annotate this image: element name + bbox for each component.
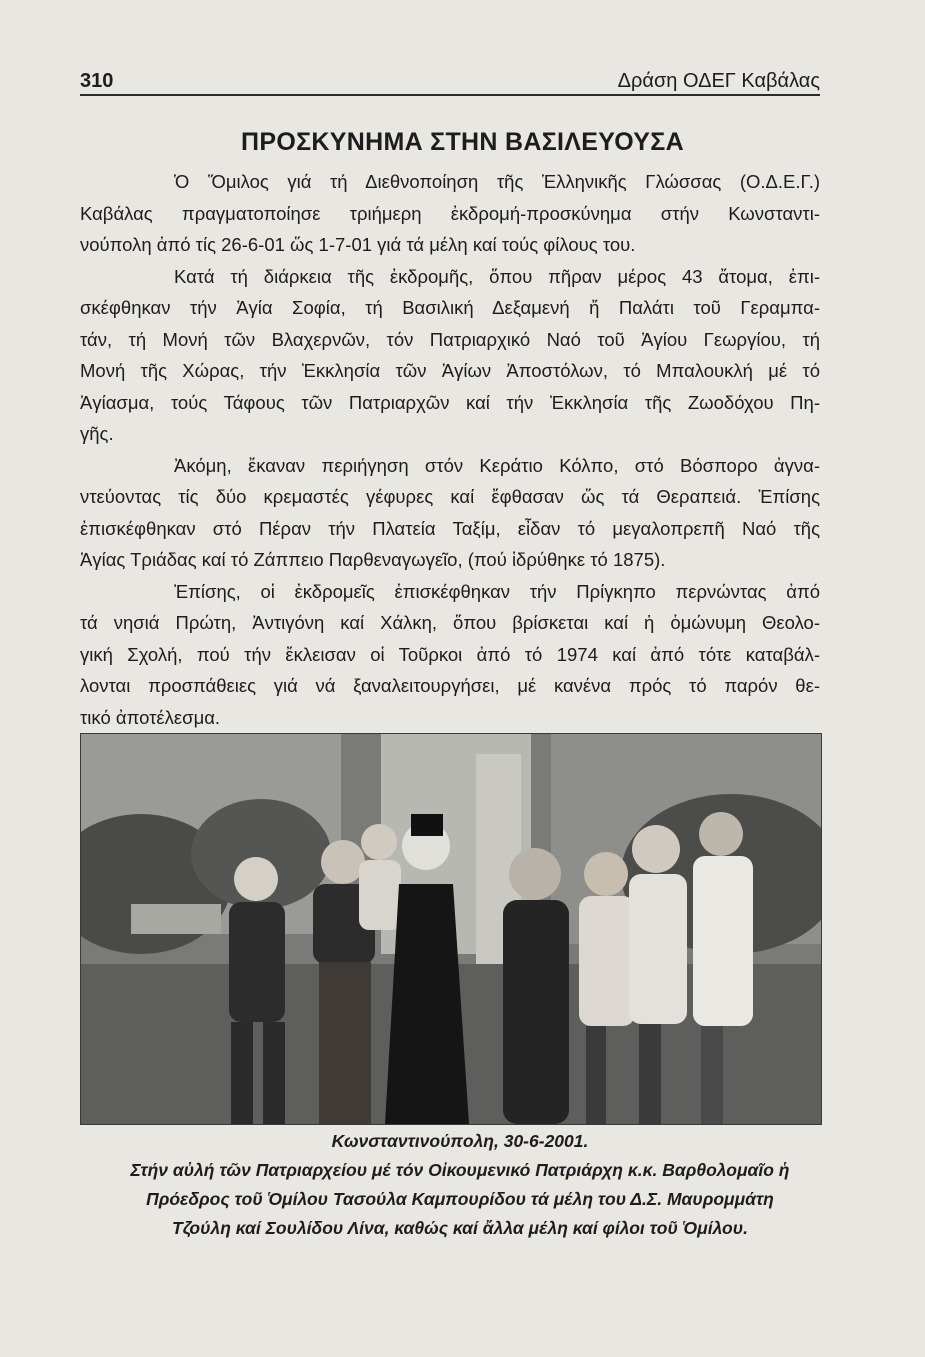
- body-line: Ὁ Ὅμιλος γιά τή Διεθνοποίηση τῆς Ἑλληνικῆς Γλώσσας (Ο.Δ.Ε.Γ.): [174, 171, 820, 192]
- body-line: νούπολη ἀπό τίς 26-6-01 ὥς 1-7-01 γιά τά μέλη καί τούς φίλους του.: [80, 234, 636, 255]
- caption-line: Κωνσταντινούπολη, 30-6-2001.: [331, 1131, 589, 1151]
- page-header: [80, 70, 820, 96]
- body-line: Ἐπίσης, οἱ ἐκδρομεῖς ἐπισκέφθηκαν τήν Πρίγκηπο περνώντας ἀπό: [174, 580, 820, 602]
- body-line: Ἁγίας Τριάδας καί τό Ζάππειο Παρθεναγωγεῖο, (πού ἱδρύθηκε τό 1875).: [80, 549, 666, 570]
- caption-line: Τζούλη καί Σουλίδου Λίνα, καθώς καί ἄλλα μέλη καί φίλοι τοῦ Ὁμίλου.: [172, 1218, 748, 1238]
- body-line: Ἁγίασμα, τούς Τάφους τῶν Πατριαρχῶν καί τήν Ἐκκλησία τῆς Ζωοδόχου Πη-: [80, 391, 820, 413]
- page-number: 310: [80, 70, 114, 92]
- body-line: Μονή τῆς Χώρας, τήν Ἐκκλησία τῶν Ἁγίων Ἀποστόλων, τό Μπαλουκλή μέ τό: [80, 360, 820, 381]
- body-line: ἐπισκέφθηκαν στό Πέραν τήν Πλατεία Ταξίμ, εἶδαν τό μεγαλοπρεπῆ Ναό τῆς: [80, 517, 820, 539]
- body-line: τά νησιά Πρώτη, Ἀντιγόνη καί Χάλκη, ὅπου βρίσκεται καί ἡ ὁμώνυμη Θεολο-: [80, 612, 820, 633]
- header-rule: [80, 94, 820, 96]
- body-line: τάν, τή Μονή τῶν Βλαχερνῶν, τόν Πατριαρχικό Ναό τοῦ Ἁγίου Γεωργίου, τή: [80, 328, 820, 350]
- group-photo-illustration: [81, 734, 821, 1124]
- body-line: Ἀκόμη, ἔκαναν περιήγηση στόν Κεράτιο Κόλπο, στό Βόσπορο ἀγνα-: [174, 454, 820, 476]
- photo-caption: [80, 1127, 840, 1243]
- body-line: λονται προσπάθειες γιά νά ξαναλειτουργήσει, μέ κανένα πρός τό παρόν θε-: [80, 675, 820, 696]
- group-photo: [80, 733, 822, 1125]
- body-line: σκέφθηκαν τήν Ἁγία Σοφία, τή Βασιλική Δεξαμενή ἤ Παλάτι τοῦ Γεραμπα-: [80, 297, 820, 318]
- caption-line: Στήν αὐλή τῶν Πατριαρχείου μέ τόν Οἰκουμενικό Πατριάρχη κ.κ. Βαρθολομαῖο ἡ: [130, 1160, 790, 1180]
- body-line: Κατά τή διάρκεια τῆς ἐκδρομῆς, ὅπου πῆραν μέρος 43 ἄτομα, ἐπι-: [174, 265, 820, 287]
- body-line: γῆς.: [80, 423, 114, 444]
- body-line: ντεύοντας τίς δύο κρεμαστές γέφυρες καί ἔφθασαν ὥς τά Θεραπειά. Ἐπίσης: [80, 486, 820, 507]
- caption-line: Πρόεδρος τοῦ Ὁμίλου Τασούλα Καμπουρίδου τά μέλη του Δ.Σ. Μαυρομμάτη: [146, 1189, 774, 1209]
- body-line: Καβάλας πραγματοποίησε τριήμερη ἐκδρομή-προσκύνημα στήν Κωνσταντι-: [80, 202, 820, 224]
- article-body: [80, 166, 820, 733]
- article-title: ΠΡΟΣΚΥΝΗΜΑ ΣΤΗΝ ΒΑΣΙΛΕΥΟΥΣΑ: [241, 128, 684, 156]
- body-line: γική Σχολή, πού τήν ἔκλεισαν οἱ Τοῦρκοι ἀπό τό 1974 καί ἀπό τότε καταβάλ-: [80, 643, 820, 665]
- body-line: τικό ἀποτέλεσμα.: [80, 706, 221, 728]
- running-head: Δράση ΟΔΕΓ Καβάλας: [617, 70, 820, 92]
